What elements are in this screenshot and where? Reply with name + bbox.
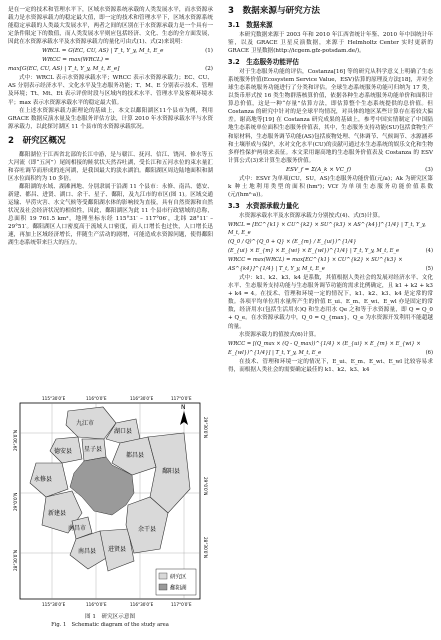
map-label: 南昌市 [68,525,87,532]
equation-5-line-1 [228,256,433,264]
map-label: 都昌县 [126,452,145,459]
equation-1 [8,47,213,55]
tick-label: 115°30′0″E [42,602,66,607]
subsection-heading: 3.1 数据来源 [228,21,273,29]
equation-6-line-2 [228,349,433,357]
equation-number: (6) [425,349,433,356]
equation-number: (1) [205,48,213,55]
paragraph: 鄱阳湖的水域、湖滩洲地、分别隶属于沿湖 11 个县市：永修、南昌、德安、新建、都昌、进贤、湖口、余干、星子、鄱阳，及九江市的市区(图 1)。区域交通运输、旱涝灾害、水文气候等受鄱阳湖水体的影响较为直接，具有自然资源和自然状况及社会经济状况的相似性，因此，鄱阳湖区为此 11 个县市行政辖域的总称，总面积 19 761.5 km²，地理坐标东经 115°31′ – 117°06′，北纬 28°11′ – 29°51′。鄱阳湖区人口密度高于流域人口密度，而人口增长也过快，人口增长迅速，再加上区域经济增长，伴随生产活动的剧增，可能造成水资源问题，使得鄱阳湖生态系统带来巨大的压力。 [8,183,213,247]
right-column [228,6,433,374]
tick-label: 28°30′0″N [203,537,208,559]
paragraph: 在技术、管理和环境一定的情况下，E_ui、E_m、E_wi、E_wl 比较容易求得，而根据人类社会的需要确定最佳的 k1、k2、k3、k4 [228,358,433,373]
legend-label: 研究区 [170,574,187,581]
figure-caption-en: Fig. 1 Schematic diagram of the study area [51,622,169,628]
equation-number: (4) [425,248,433,255]
legend-swatch [159,584,167,590]
paragraph: 是在一定的技术和管理水平下，区域水资源系统承载的人类发展水平，而水资源承载力是水资源承载力的稳定最大值，即一定的技术和管理水平下，区域水资源系统能稳定承载的人类最大发展水平，两者之间的区别在于水资源承载力是一个具有一定条件限定下的数值，而人类发展水平则应包括经济、文化、生态的全方面发展，因此在水资源承载水平及水资源承载力的量化可由式(1)、式(2)来说明： [8,7,213,46]
tick-label: 117°0′0″E [171,602,192,607]
equation-4-line-3 [228,247,433,255]
equation-body: WRCL = [EC^{k1} × CU^{k2} × SU^{k3} × AS^{k4}]^{1/4} | T_t, Y_y, M_t, E_e [228,221,426,236]
legend-swatch [159,573,167,579]
equation-number: (3) [425,166,433,173]
equation-body: WRCL = G(EC, CU, AS) | T_t, Y_y, M_t, E_e [42,48,164,55]
map-label: 星子县 [84,446,103,453]
map-legend [156,569,196,595]
map-label: 新建县 [48,510,67,517]
equation-body: WRCC = max(WRCL) = max[EC^{k1} × CU^{k2} × SU^{k3} × [228,257,403,264]
equation-3 [228,166,433,174]
study-area-map [8,393,212,611]
paragraph: 鄱阳湖位于江西省北部的长江中游，是与赣江、抚河、信江、饶河、修水等五大河流（即“五河”）尾闾相接的鲑状状天然吞吐湖，受长江和五河水位的束水量汇和吞吐调节而形成的连河湖，是我国最大的淡水湖泊。鄱阳湖区周边陆地面积和湖区水位面积约为 10 多倍。 [8,151,213,182]
equation-body: (E_{ui} × E_{m} × E_{wi} × E_{wl})^{1/4} | T_t, Y_y, M_t, E_e [228,248,400,255]
figure-caption-cn: 图 1 研究区示意图 [84,614,136,620]
left-column [8,6,213,247]
tick-label: 117°0′0″E [171,396,192,401]
svg-text:N: N [181,404,186,411]
tick-label: 29°30′0″N [203,417,208,439]
tick-label: 116°0′0″E [86,602,107,607]
tick-label: 28°30′0″N [13,549,18,571]
map-label: 进贤县 [108,546,127,553]
tick-label: 29°0′0″N [203,477,208,496]
map-label: 德安县 [54,448,73,455]
equation-body: WRCC = [(Q_max × (Q - Q_max))^{1/4} × (E_{ui} × E_{m} × E_{wi} × [228,340,421,347]
equation-number: (2) [205,66,213,73]
tick-label: 115°30′0″E [42,396,66,401]
equation-2-line-1 [8,56,213,64]
subsection-heading: 3.3 水资源承载力量化 [228,201,300,210]
map-label: 余干县 [138,526,157,533]
map-label: 九江市 [76,420,95,427]
map-label: 永修县 [34,476,53,483]
equation-6-line-1 [228,340,433,348]
equation-2-line-2 [8,65,213,73]
map-svg [8,393,212,611]
paragraph: 式中：ESVf 为单项(CU，SU，AS)生态服务功能价值(元/a)；Ak 为研究区第 k 种土地利用类型的面积(hm²)；VCf 为单项生态服务功能价值系数(元/(hm²·a))。 [228,175,433,198]
equation-5-line-2 [228,265,433,273]
section-heading: 2 研究区概况 [8,135,66,146]
paragraph: 水资源承载力的值按式(6)计算。 [239,331,320,338]
map-label: 鄱阳县 [162,468,181,475]
equation-body: AS^{k4}]^{1/4} | T_t, Y_y, M_t, E_e [228,266,325,273]
tick-label: 29°30′0″N [13,429,18,451]
paragraph: 对于生态服务功能的评估，Costanza[16] 等的研究从科学意义上明确了生态系统服务价值(Ecosystem Service Value，ESV)估算的原理及方法[18]，并对全球生态系统服务功能进行了分类和评估。全球生态系统服务功能可归纳为 17 类，以货币形式按 16 类生物群落核算价值，依据各种生态系统服务功能单价和面积计算总价值，这是一种“存量”估算方法，即估算整个生态系统提供的总价值。但 Costanza 的研究中针对的是全球平均情况，对具体的地区某些计算存在着较大偏差。谢高地等[19] 在 Costanza 研究成果的基础上，参考中国实情制定了中国陆地生态系统单位面积生态服务价值表，其中，生态服务支持功能(SU)包括食物生产和原材料，生态服务调节功能(AS)包括废物处理、气体调节、气候调节、水源涵养和土壤形成与保护，水对文化水平(CU)的贡献可通过水生态系统的娱乐文化和生物多样性保护两项来表征。本文采用谢高地的生态服务价值表及 Costanza 的 ESV 计算公式(3)来计算生态服务价值。 [228,69,433,164]
equation-body: ESV_f = Σ(A_k × VC_f) [286,166,352,173]
equation-body: (Q_0 / Q)^{Q_0 + Q} × (E_{m} / E_{ui})^{1/4} [228,239,357,246]
equation-body: E_{wl})^{1/4}] | T_t, Y_y, M_t, E_e [228,349,322,356]
equation-body: WRCC = max(WRCL) = [42,57,110,64]
paragraph: 式中：WRCL 表示水资源承载水平；WRCC 表示水资源承载力；EC、CU、AS 分别表示经济水平、文化水平及生态服务功能；T、M、E 分别表示技术、管理及环境；Tt、Mt、Et 表示评价时段与区域内的技术水平、管理水平及客观环境水平；max 表示水资源承载水平的稳定最大值。 [8,75,213,106]
equation-4-line-2 [228,238,433,246]
equation-body: max[G(EC, CU, AS) | T_t, Y_y, M_t, E_e] [8,66,120,73]
subsection-heading: 3.2 生态服务功能评估 [228,58,300,67]
tick-label: 116°30′0″E [130,602,154,607]
paragraph: 本研究数据来源于 2003 年和 2010 年江西省统计年鉴、2010 年中国统计年鉴，以及 GRACE 卫星反演数据，来源于 Helmholtz Center 实时更新的 GRACE 卫星数据(http://icgem.gfz-potsdam.de/)。 [228,32,433,55]
paragraph: 式中：k1、k2、k3、k4 是系数，其值根据人类社会的发展对经济水平、文化水平、生态服务支持功能与生态服务调节功能的需求比例确定，且 k1 + k2 + k3 + k4 = 4。在技术、管理和环境一定的情况下，k1、k2、k3、k4 是定常的常数。各项平均单位用水量所产生的价值 E_ui、E_m、E_wi、E_wl 亦是固定的常数，经济用水(包括生活用水)Q 和生态用水 Qe 之和等于水资源量，即 Q = Q_0 + Q_e。在水资源承载力中，Q_0 = Q_{max}，Q_e 为水资源开发利用不能超越的量。 [228,275,433,330]
tick-label: 116°30′0″E [130,396,154,401]
tick-label: 116°0′0″E [86,396,107,401]
legend-label: 鄱阳湖 [170,585,187,592]
map-label: 南昌县 [78,548,97,555]
equation-number: (5) [425,266,433,273]
equation-4-line-1 [228,221,433,237]
map-label: 湖口县 [114,428,133,435]
paragraph: 在上述水资源承载力新理论的基础上，本文以鄱阳湖区11个县市为例，利用 GRACE 数据反演水量及生态服务评估方法，计算 2010 年水资源承载水平与水资源承载力，以此探讨湖区 11 个县市的水资源承载状况。 [8,107,213,130]
paragraph: 水资源承载水平及水资源承载力分别按式(4)、式(5)计算。 [239,212,384,219]
tick-label: 29°0′0″N [13,492,18,511]
section-heading: 3 数据来源与研究方法 [228,6,320,16]
